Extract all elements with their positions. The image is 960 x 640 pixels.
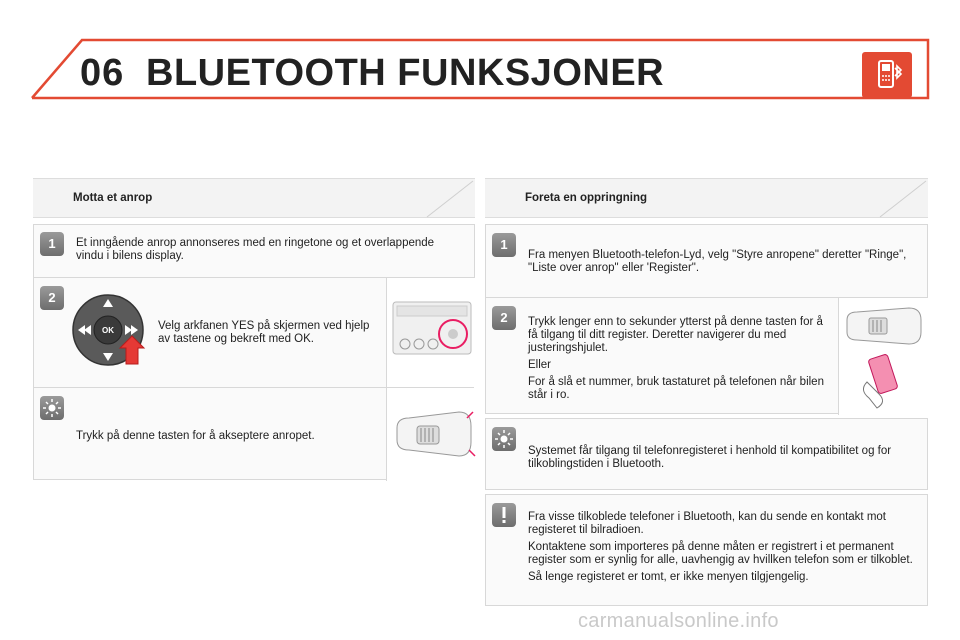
right-warning-para-1: Fra visse tilkoblede telefoner i Bluetooth, kan du sende en kontakt mot registeret til bilradioen. [528,511,886,536]
right-tip-panel [485,418,928,490]
step-badge-1: 1 [40,232,64,256]
dpad-ok-label: OK [102,326,114,335]
dpad-illustration [70,290,150,370]
right-step-2-para-3: For å slå et nummer, bruk tastaturet på telefonen når bilen står i ro. [528,376,824,401]
left-panel [33,224,475,480]
left-step-1 [34,225,474,277]
right-warning-para-2: Kontaktene som importeres på denne måten er registrert i et permanent register som er synlig for alle, uavhengig av hvillken telefon som er tilkoblet. [528,541,913,566]
watermark: carmanualsonline.info [578,610,779,632]
left-step-2 [34,277,474,387]
left-step-1-text: Et inngående anrop annonseres med en ringetone og et overlappende vindu i bilens display. [76,237,435,262]
left-tip [34,387,474,481]
right-warning-panel [485,494,928,606]
step-badge-2: 2 [40,286,64,310]
right-warning-text [528,511,918,588]
right-step-2 [486,297,927,415]
stalk-and-phone-illustration [838,298,928,415]
right-step-2-para-1: Trykk lenger enn to sekunder ytterst på denne tasten for å få tilgang til ditt register. Deretter navigerer du med justeringshjulet. [528,316,823,354]
right-panel [485,224,928,414]
right-step-1-text: Fra menyen Bluetooth-telefon-Lyd, velg "Styre anropene" deretter "Ringe", "Liste over anrop" eller 'Register". [528,249,907,274]
step-badge-1: 1 [492,233,516,257]
right-section-header [485,178,928,218]
right-warning-para-3: Så lenge registeret er tomt, er ikke menyen tilgjengelig. [528,571,809,583]
radio-illustration [386,278,476,388]
tip-badge-icon [492,427,516,451]
step-badge-2: 2 [492,306,516,330]
steering-stalk-illustration [386,388,476,481]
warning-icon [492,503,516,527]
right-step-2-text [528,316,828,406]
left-tip-text: Trykk på denne tasten for å akseptere anropet. [76,430,315,442]
left-step-2-text: Velg arkfanen YES på skjermen ved hjelp av tastene og bekreft med OK. [158,320,370,345]
right-step-2-para-2: Eller [528,359,552,371]
right-step-1 [486,225,927,297]
right-section-title: Foreta en oppringning [525,192,648,204]
left-section-title: Motta et anrop [73,192,153,204]
chapter-title: BLUETOOTH FUNKSJONER [146,52,665,94]
right-tip-text: Systemet får tilgang til telefonregisteret i henhold til kompatibilitet og for tilkoblingstiden i Bluetooth. [528,445,892,470]
chapter-number: 06 [80,52,125,94]
left-section-header [33,178,475,218]
phone-bluetooth-icon [862,52,912,98]
tip-badge-icon [40,396,64,420]
